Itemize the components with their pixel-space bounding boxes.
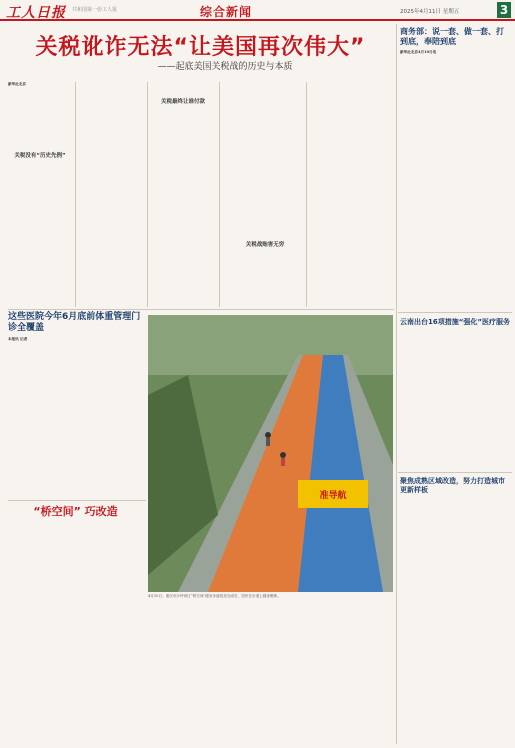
issue-date: 2025年4月11日 星期五 bbox=[400, 9, 460, 15]
lead-subtitle: ——起底美国关税战的历史与本质 bbox=[157, 62, 293, 72]
column-divider bbox=[147, 82, 148, 307]
text-texture bbox=[400, 330, 510, 470]
article2-headline: 这些医院今年6月底前体重管理门诊全覆盖 bbox=[8, 312, 141, 333]
section-divider bbox=[398, 312, 512, 313]
column-divider bbox=[306, 82, 307, 307]
logo-subtitle: 共和国第一份工人报 bbox=[72, 7, 118, 13]
section-title: 综合新闻 bbox=[200, 5, 253, 19]
photo-caption: 4月10日，重庆市沙坪坝区“桥空间”健身步道改造完成后，居民在步道上健身锻炼。 bbox=[148, 594, 281, 598]
text-texture bbox=[8, 337, 143, 497]
side2-headline: 云南出台16项措施“强化”医疗服务 bbox=[400, 318, 510, 326]
article2-byline: 本报讯 记者 bbox=[8, 337, 28, 341]
column-divider bbox=[75, 82, 76, 307]
masthead bbox=[0, 0, 515, 21]
news-photo bbox=[148, 315, 393, 592]
bottom-body-col-1 bbox=[8, 520, 143, 742]
lead-headline: 关税讹诈无法“让美国再次伟大” bbox=[35, 35, 366, 60]
article2-body bbox=[8, 337, 143, 497]
side1-byline: 新华社北京4月10日电 bbox=[400, 50, 437, 54]
newspaper-logo: 工人日报 bbox=[6, 5, 66, 21]
side3-headline: 聚焦成熟区域改造，努力打造城市更新样板 bbox=[400, 477, 505, 494]
section-divider bbox=[398, 472, 512, 473]
text-texture bbox=[8, 82, 72, 307]
side1-body bbox=[400, 50, 510, 300]
side1-headline: 商务部：说一套、做一套、打到底，奉陪到底 bbox=[400, 27, 504, 46]
text-texture bbox=[400, 490, 510, 740]
column-divider bbox=[396, 24, 397, 744]
section-divider bbox=[8, 309, 394, 310]
lead-subhead-1: 关税没有“历史先例” bbox=[14, 153, 66, 159]
lead-subhead-3: 关税战贻害无穷 bbox=[245, 242, 285, 248]
section-divider bbox=[8, 500, 146, 501]
lead-subhead-2: 关税最终让谁付款 bbox=[160, 99, 205, 105]
side3-body bbox=[400, 490, 510, 740]
text-texture bbox=[8, 520, 143, 742]
bottom-body-col-2 bbox=[148, 604, 393, 742]
photo-illustration bbox=[148, 315, 393, 592]
lead-body-col-1 bbox=[8, 82, 72, 307]
article3-headline: “桥空间” 巧改造 bbox=[33, 505, 118, 518]
side2-body bbox=[400, 330, 510, 470]
lead-byline: 新华社北京 bbox=[8, 82, 26, 86]
text-texture bbox=[148, 604, 393, 742]
column-divider bbox=[219, 82, 220, 307]
photo-sign-text: 准导航 bbox=[319, 491, 347, 501]
page-number: 3 bbox=[497, 2, 511, 18]
text-texture bbox=[400, 50, 510, 300]
